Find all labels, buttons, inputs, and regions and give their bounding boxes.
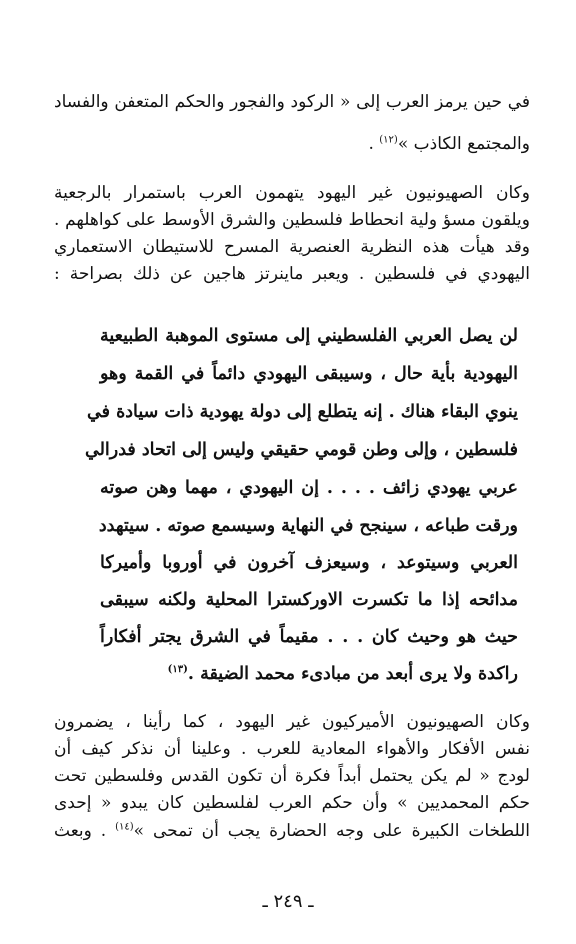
paragraph-3-line-5-text: اللطخات الكبيرة على وجه الحضارة يجب أن تمحى » [133,821,530,841]
paragraph-1-line-1 [54,92,530,112]
quote-line-7-text: العربي وسيتوعد ، وسيعزف آخرون في أوروبا وأميركا [100,553,518,573]
paragraph-2-line-3-text: وقد هيأت هذه النظرية العنصرية المسرح للاستيطان الاستعماري [54,237,530,257]
paragraph-3-line-5-after: . وبعث [54,821,116,841]
quote-line-8 [100,590,518,610]
footnote-13: (١٣) [167,664,188,676]
quote-line-5-text: عربي يهودي زائف . . . . إن اليهودي ، مهما وهن صوته [100,478,518,498]
paragraph-3-line-5 [54,821,530,841]
paragraph-3-line-2-text: نفس الأفكار والأهواء المعادية للعرب . وعلينا أن نذكر كيف أن [54,739,530,759]
quote-line-10 [168,664,518,684]
quote-line-8-text: مدائحه إذا ما تكسرت الاوركسترا المحلية ولكنه سيبقى [100,590,518,610]
paragraph-2-line-1 [54,183,530,203]
paragraph-2-line-3 [54,237,530,257]
paragraph-2-line-4 [54,264,530,284]
quote-line-7 [100,553,518,573]
paragraph-1-line-2 [368,134,530,154]
quote-line-10-text: راكدة ولا يرى أبعد من مبادىء محمد الضيقة . [187,664,518,684]
paragraph-3-line-1 [54,712,530,732]
paragraph-1-line-1-text: في حين يرمز العرب إلى « الركود والفجور والحكم المتعفن والفساد [54,92,530,112]
quote-line-6-text: ورقت طباعه ، سينجح في النهاية وسيسمع صوته . سيتهدد [98,516,518,536]
footnote-14: (١٤) [115,821,134,833]
quote-line-2-text: اليهودية بأية حال ، وسيبقى اليهودي دائماً في القمة وهو [100,364,518,384]
paragraph-3-line-3 [54,766,530,786]
paragraph-3-line-4 [54,793,530,813]
paragraph-3-line-3-text: لودج « لم يكن يحتمل أبداً فكرة أن تكون القدس وفلسطين تحت [54,766,530,786]
page-number: ـ ٢٤٩ ـ [262,891,314,912]
quote-line-3-text: ينوي البقاء هناك . إنه يتطلع إلى دولة يهودية ذات سيادة في [87,402,518,422]
paragraph-2-line-2-text: ويلقون مسؤ ولية انحطاط فلسطين والشرق الأوسط على كواهلهم . [54,210,530,230]
quote-line-4-text: فلسطين ، وإلى وطن قومي حقيقي وليس إلى اتحاد فدرالي [85,440,518,460]
paragraph-3-line-4-text: حكم المحمديين » وأن حكم العرب لفلسطين كان يبدو « إحدى [54,793,530,813]
quote-line-9 [100,627,518,647]
quote-line-6 [100,516,518,536]
paragraph-2-line-1-text: وكان الصهيونيون غير اليهود يتهمون العرب باستمرار بالرجعية [54,183,530,203]
paragraph-1-line-2-after: . [368,134,380,154]
paragraph-3-line-2 [54,739,530,759]
paragraph-2-line-2 [54,210,530,230]
quote-line-1 [100,326,518,346]
quote-line-5 [100,478,518,498]
quote-line-9-text: حيث هو وحيث كان . . . مقيماً في الشرق يجتر أفكاراً [100,627,518,647]
paragraph-2-line-4-text: اليهودي في فلسطين . ويعبر ماينرتز هاجين عن ذلك بصراحة : [54,264,530,284]
quote-line-3 [87,402,518,422]
paragraph-3-line-1-text: وكان الصهيونيون الأميركيون غير اليهود ، كما رأينا ، يضمرون [54,712,530,732]
quote-line-2 [100,364,518,384]
footnote-12: (١٢) [379,134,398,146]
quote-line-4 [85,440,518,460]
paragraph-1-line-2-text: والمجتمع الكاذب » [397,134,530,154]
quote-line-1-text: لن يصل العربي الفلسطيني إلى مستوى الموهبة الطبيعية [100,326,518,346]
